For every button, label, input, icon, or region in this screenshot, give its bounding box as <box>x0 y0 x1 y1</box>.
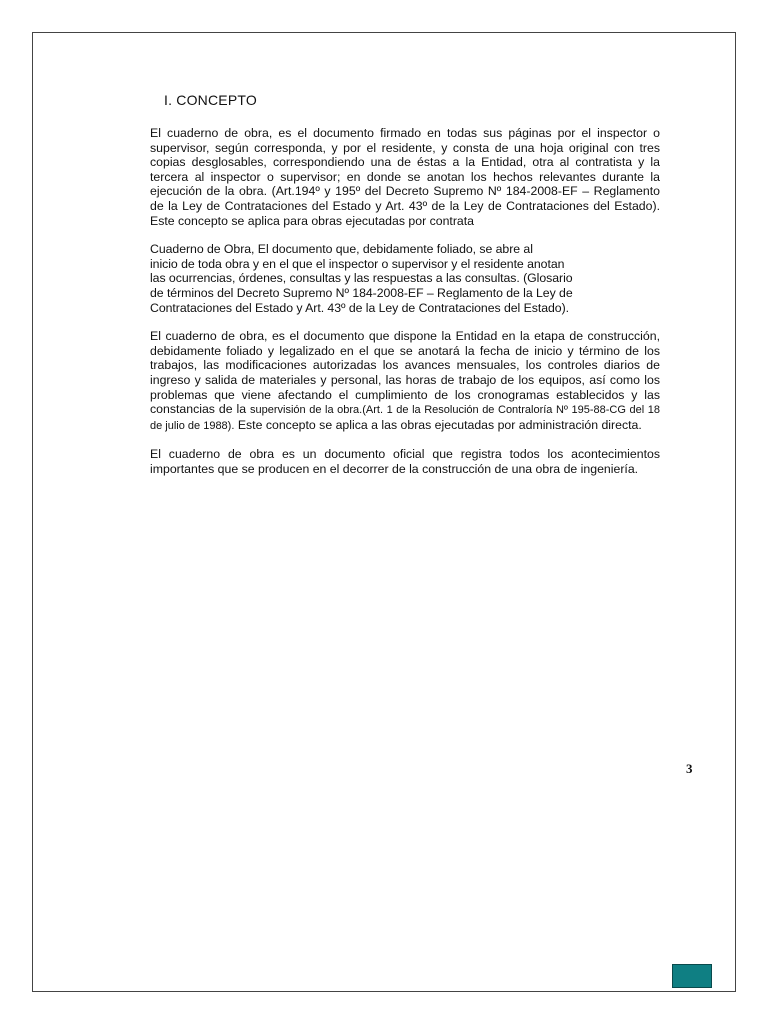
paragraph-line: de términos del Decreto Supremo Nº 184-2008-EF – Reglamento de la Ley de <box>150 285 573 300</box>
paragraph-glosario <box>150 242 660 315</box>
paragraph-end-text: Este concepto se aplica a las obras ejecutadas por administración directa. <box>234 417 642 432</box>
corner-decoration-block <box>672 964 712 988</box>
paragraph-main-text: El cuaderno de obra, es el documento que dispone la Entidad en la etapa de construcción, debidamente foliado y legalizado en el que se anotará la fecha de inicio y término de los trabajos, las modificaciones autorizadas los avances mensuales, los controles diarios de ingreso y salida de materiales y personal, las horas de trabajo de los equipos, así como los problemas que viene afectando el cumplimiento de los cronogramas establecidos y las constancias de la <box>150 329 660 417</box>
paragraph-line: las ocurrencias, órdenes, consultas y las respuestas a las consultas. (Glosario <box>150 271 573 286</box>
paragraph-definition-contrata: El cuaderno de obra, es el documento firmado en todas sus páginas por el inspector o supervisor, según corresponda, y por el residente, y consta de una hoja original con tres copias desglosables, correspondiendo una de éstas a la Entidad, otra al contratista y la tercera al inspector o supervisor; en donde se anotan los hechos relevantes durante la ejecución de la obra. (Art.194º y 195º del Decreto Supremo Nº 184-2008-EF – Reglamento de la Ley de Contrataciones del Estado y Art. 43º de la Ley de Contrataciones del Estado). Este concepto se aplica para obras ejecutadas por contrata <box>150 126 660 228</box>
paragraph-line: inicio de toda obra y en el que el inspector o supervisor y el residente anotan <box>150 256 565 271</box>
page-number: 3 <box>686 761 693 776</box>
section-heading: I. CONCEPTO <box>164 92 257 108</box>
paragraph-documento-oficial: El cuaderno de obra es un documento oficial que registra todos los acontecimientos importantes que se producen en el decorrer de la construcción de una obra de ingeniería. <box>150 447 660 476</box>
paragraph-citation-small: supervisión de la obra.(Art. 1 de la Resolución de Contraloría Nº 195-88-CG del 18 de julio de 1988). <box>150 404 660 432</box>
paragraph-administracion-directa <box>150 329 660 433</box>
paragraph-line: Cuaderno de Obra, El documento que, debidamente foliado, se abre al <box>150 242 533 257</box>
paragraph-line: Contrataciones del Estado y Art. 43º de la Ley de Contrataciones del Estado). <box>150 300 569 315</box>
document-body <box>150 92 660 490</box>
